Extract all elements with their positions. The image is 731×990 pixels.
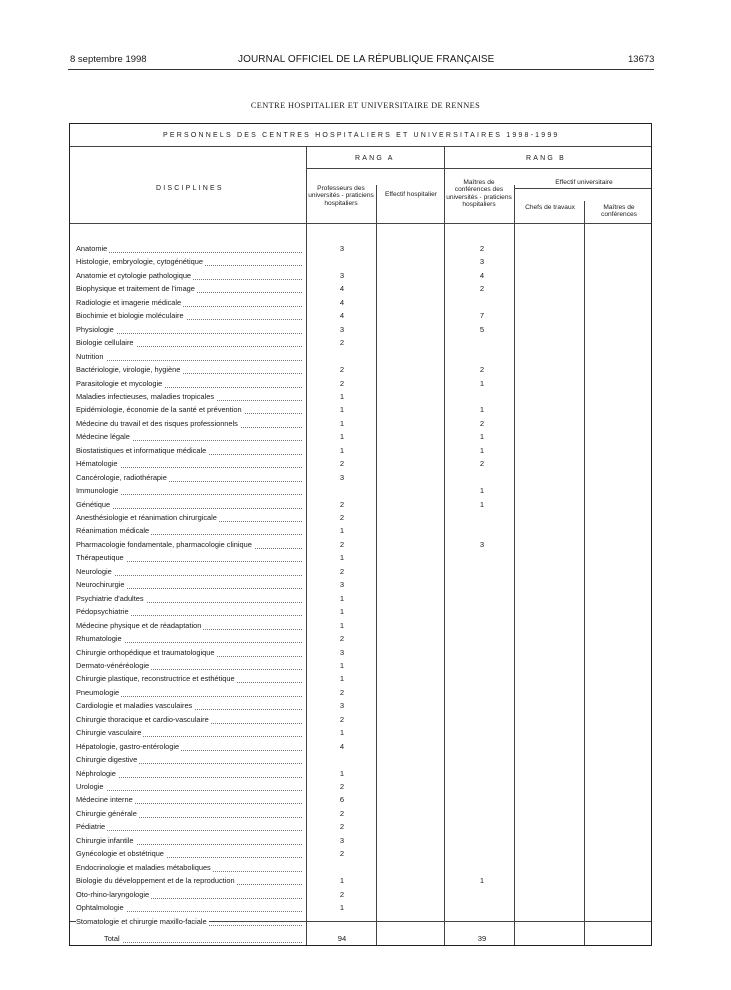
maitres-count: 5 <box>479 324 485 334</box>
professeurs-count: 2 <box>339 459 345 469</box>
table-row <box>76 255 302 268</box>
discipline-label: Biologie cellulaire <box>76 338 134 348</box>
table-row <box>76 847 302 860</box>
professeurs-count: 2 <box>339 634 345 643</box>
col-divider-disciplines <box>306 147 307 945</box>
table-row <box>76 403 302 416</box>
professeurs-count: 1 <box>339 674 345 684</box>
professeurs-count: 2 <box>339 566 345 576</box>
header-page-number: 13673 <box>628 54 655 65</box>
discipline-label: Chirurgie plastique, reconstructrice et esthétique <box>76 674 235 684</box>
discipline-label: Stomatologie et chirurgie maxillo-faciale <box>76 916 207 926</box>
professeurs-count: 2 <box>339 513 345 522</box>
rang-rule <box>306 168 651 169</box>
discipline-label: Réanimation médicale <box>76 526 150 536</box>
professeurs-count: 1 <box>339 593 345 603</box>
header-rule <box>68 69 654 70</box>
professeurs-count: 3 <box>339 244 345 253</box>
discipline-label: Chirurgie digestive <box>76 755 138 765</box>
col-divider-prof <box>376 185 377 945</box>
professeurs-count: 1 <box>339 405 345 415</box>
table-row <box>76 632 302 645</box>
table-row <box>76 417 302 430</box>
maitres-count: 2 <box>479 418 485 428</box>
discipline-label: Biologie du développement et de la reproduction <box>76 876 235 886</box>
effectif-hospitalier-header: Effectif hospitalier <box>385 191 437 198</box>
maitres-count: 3 <box>479 257 485 267</box>
professeurs-count: 1 <box>339 418 345 428</box>
table-row <box>76 336 302 349</box>
rang-b-header: RANG B <box>526 155 567 162</box>
table-row <box>76 430 302 443</box>
rang-a-header: RANG A <box>355 155 395 162</box>
table-row <box>76 296 302 309</box>
table-row <box>76 820 302 833</box>
table-row <box>76 713 302 726</box>
discipline-label: Pharmacologie fondamentale, pharmacologie clinique <box>76 539 252 549</box>
discipline-label: Chirurgie orthopédique et traumatologique <box>76 647 215 657</box>
professeurs-count: 4 <box>339 311 345 321</box>
table-row <box>76 834 302 847</box>
maitres-count: 1 <box>479 445 485 455</box>
professeurs-count: 3 <box>339 701 345 711</box>
table-row <box>76 740 302 753</box>
table-caption: PERSONNELS DES CENTRES HOSPITALIERS ET UNIVERSITAIRES 1998-1999 <box>163 132 560 139</box>
table-row <box>76 578 302 591</box>
total-row <box>76 932 302 945</box>
discipline-label: Physiologie <box>76 324 114 334</box>
header-date: 8 septembre 1998 <box>70 54 147 65</box>
table-row <box>76 323 302 336</box>
table-row <box>76 753 302 766</box>
professeurs-count: 3 <box>339 270 345 280</box>
professeurs-count: 3 <box>339 580 345 590</box>
discipline-label: Neurochirurgie <box>76 580 125 590</box>
discipline-label: Pédopsychiatrie <box>76 607 129 617</box>
discipline-label: Cancérologie, radiothérapie <box>76 472 167 482</box>
maitres-count: 3 <box>479 539 485 549</box>
table-row <box>76 592 302 605</box>
discipline-label: Radiologie et imagerie médicale <box>76 297 182 307</box>
discipline-label: Génétique <box>76 499 111 509</box>
table-row <box>76 901 302 914</box>
chefs-de-travaux-header: Chefs de travaux <box>525 204 575 211</box>
professeurs-count: 2 <box>339 499 345 509</box>
professeurs-count: 1 <box>339 728 345 738</box>
discipline-label: Biochimie et biologie moléculaire <box>76 311 184 321</box>
discipline-label: Pneumologie <box>76 687 120 697</box>
discipline-label: Psychiatrie d'adultes <box>76 593 144 603</box>
maitres-count: 2 <box>479 459 485 469</box>
maitres-count: 1 <box>479 378 485 388</box>
discipline-label: Cardiologie et maladies vasculaires <box>76 701 193 711</box>
discipline-label: Gynécologie et obstétrique <box>76 849 164 859</box>
professeurs-count: 3 <box>339 647 345 657</box>
table-row <box>76 498 302 511</box>
discipline-label: Médecine physique et de réadaptation <box>76 620 202 630</box>
document-title: CENTRE HOSPITALIER ET UNIVERSITAIRE DE RENNES <box>250 101 481 110</box>
discipline-label: Dermato-vénéréologie <box>76 661 150 670</box>
discipline-label: Anatomie et cytologie pathologique <box>76 270 192 280</box>
caption-rule <box>70 146 651 147</box>
professeurs-count: 1 <box>339 553 345 563</box>
discipline-label: Ophtalmologie <box>76 903 124 912</box>
discipline-label: Anatomie <box>76 244 108 253</box>
professeurs-count: 2 <box>339 539 345 549</box>
maitres-count: 2 <box>479 244 485 253</box>
professeurs-count: 4 <box>339 297 345 307</box>
table-row <box>76 619 302 632</box>
table-row <box>76 605 302 618</box>
table-row <box>76 915 302 928</box>
discipline-label: Chirurgie thoracique et cardio-vasculaire <box>76 714 209 724</box>
table-row <box>76 565 302 578</box>
table-row <box>76 780 302 793</box>
professeurs-count: 2 <box>339 889 345 899</box>
maitres-count: 1 <box>479 876 485 886</box>
professeurs-count: 2 <box>339 808 345 818</box>
professeurs-count: 3 <box>339 835 345 845</box>
professeurs-count: 2 <box>339 338 345 348</box>
discipline-label: Hépatologie, gastro-entérologie <box>76 741 180 751</box>
table-row <box>76 807 302 820</box>
maitres-conferences-ph-header: Maîtres de conférences des universités - praticiens hospitaliers <box>446 179 512 209</box>
professeurs-count: 1 <box>339 391 345 401</box>
table-row <box>76 646 302 659</box>
professeurs-count: 1 <box>339 607 345 617</box>
maitres-count: 2 <box>479 365 485 375</box>
discipline-label: Rhumatologie <box>76 634 122 643</box>
maitres-count: 1 <box>479 486 485 496</box>
total-label: Total <box>76 934 122 943</box>
professeurs-count: 1 <box>339 876 345 886</box>
table-row <box>76 686 302 699</box>
table-row <box>76 874 302 887</box>
staff-table <box>69 123 652 946</box>
table-row <box>76 793 302 806</box>
professeurs-count: 1 <box>339 768 345 778</box>
discipline-label: Parasitologie et mycologie <box>76 378 163 388</box>
discipline-label: Immunologie <box>76 486 119 496</box>
discipline-label: Pédiatrie <box>76 822 106 832</box>
professeurs-count: 1 <box>339 432 345 442</box>
table-row <box>76 861 302 874</box>
maitres-count: 1 <box>479 405 485 415</box>
table-row <box>76 377 302 390</box>
table-row <box>76 282 302 295</box>
discipline-label: Endocrinologie et maladies métaboliques <box>76 862 211 872</box>
discipline-label: Médecine légale <box>76 432 130 442</box>
table-row <box>76 538 302 551</box>
discipline-label: Biostatistiques et informatique médicale <box>76 445 207 455</box>
professeurs-count: 1 <box>339 620 345 630</box>
maitres-count: 2 <box>479 284 485 294</box>
discipline-label: Biophysique et traitement de l'image <box>76 284 195 294</box>
table-row <box>76 269 302 282</box>
professeurs-count: 4 <box>339 741 345 751</box>
professeurs-count: 2 <box>339 822 345 832</box>
discipline-label: Bactériologie, virologie, hygiène <box>76 365 181 375</box>
total-maitres: 39 <box>477 934 487 943</box>
professeurs-count: 2 <box>339 782 345 791</box>
discipline-label: Médecine interne <box>76 795 133 805</box>
professeurs-count: 2 <box>339 378 345 388</box>
header-bottom-rule <box>70 223 651 224</box>
maitres-de-conferences-header: Maîtres de conférences <box>601 204 637 219</box>
maitres-count: 7 <box>479 311 485 321</box>
professeurs-count: 1 <box>339 903 345 912</box>
discipline-label: Chirurgie générale <box>76 808 137 818</box>
professeurs-count: 1 <box>339 661 345 670</box>
header-journal: JOURNAL OFFICIEL DE LA RÉPUBLIQUE FRANÇAISE <box>238 54 495 65</box>
col-divider-chefs <box>584 201 585 945</box>
table-row <box>76 672 302 685</box>
table-row <box>76 511 302 524</box>
table-row <box>76 350 302 363</box>
table-row <box>76 484 302 497</box>
table-row <box>76 390 302 403</box>
discipline-label: Histologie, embryologie, cytogénétique <box>76 257 203 267</box>
table-row <box>76 444 302 457</box>
table-row <box>76 457 302 470</box>
col-divider-rang <box>444 147 445 945</box>
disciplines-header: DISCIPLINES <box>156 185 224 192</box>
professeurs-count: 3 <box>339 472 345 482</box>
table-row <box>76 888 302 901</box>
effectif-universitaire-header: Effectif universitaire <box>555 179 613 186</box>
table-row <box>76 726 302 739</box>
maitres-count: 1 <box>479 432 485 442</box>
discipline-label: Hématologie <box>76 459 118 469</box>
professeurs-count: 2 <box>339 714 345 724</box>
discipline-label: Chirurgie infantile <box>76 835 134 845</box>
table-row <box>76 699 302 712</box>
discipline-label: Néphrologie <box>76 768 116 778</box>
table-row <box>76 309 302 322</box>
discipline-label: Chirurgie vasculaire <box>76 728 142 738</box>
discipline-label: Neurologie <box>76 566 112 576</box>
table-row <box>76 551 302 564</box>
professeurs-header: Professeurs des universités - praticiens hospitaliers <box>308 185 374 207</box>
table-row <box>76 767 302 780</box>
discipline-label: Thérapeutique <box>76 553 124 563</box>
maitres-count: 1 <box>479 499 485 509</box>
discipline-label: Anesthésiologie et réanimation chirurgicale <box>76 513 217 522</box>
discipline-label: Médecine du travail et des risques professionnels <box>76 418 238 428</box>
discipline-label: Oto-rhino-laryngologie <box>76 889 150 899</box>
table-row <box>76 242 302 255</box>
professeurs-count: 4 <box>339 284 345 294</box>
discipline-label: Epidémiologie, économie de la santé et prévention <box>76 405 242 415</box>
discipline-label: Urologie <box>76 782 104 791</box>
table-row <box>76 471 302 484</box>
professeurs-count: 1 <box>339 445 345 455</box>
professeurs-count: 1 <box>339 526 345 536</box>
discipline-label: Maladies infectieuses, maladies tropicales <box>76 391 215 401</box>
professeurs-count: 3 <box>339 324 345 334</box>
total-professeurs: 94 <box>337 934 347 943</box>
professeurs-count: 2 <box>339 849 345 859</box>
table-row <box>76 363 302 376</box>
professeurs-count: 6 <box>339 795 345 805</box>
discipline-label: Nutrition <box>76 351 104 361</box>
effectif-rule <box>514 188 651 189</box>
table-row <box>76 524 302 537</box>
table-row <box>76 659 302 672</box>
professeurs-count: 2 <box>339 687 345 697</box>
maitres-count: 4 <box>479 270 485 280</box>
col-divider-maitres <box>514 185 515 945</box>
professeurs-count: 2 <box>339 365 345 375</box>
